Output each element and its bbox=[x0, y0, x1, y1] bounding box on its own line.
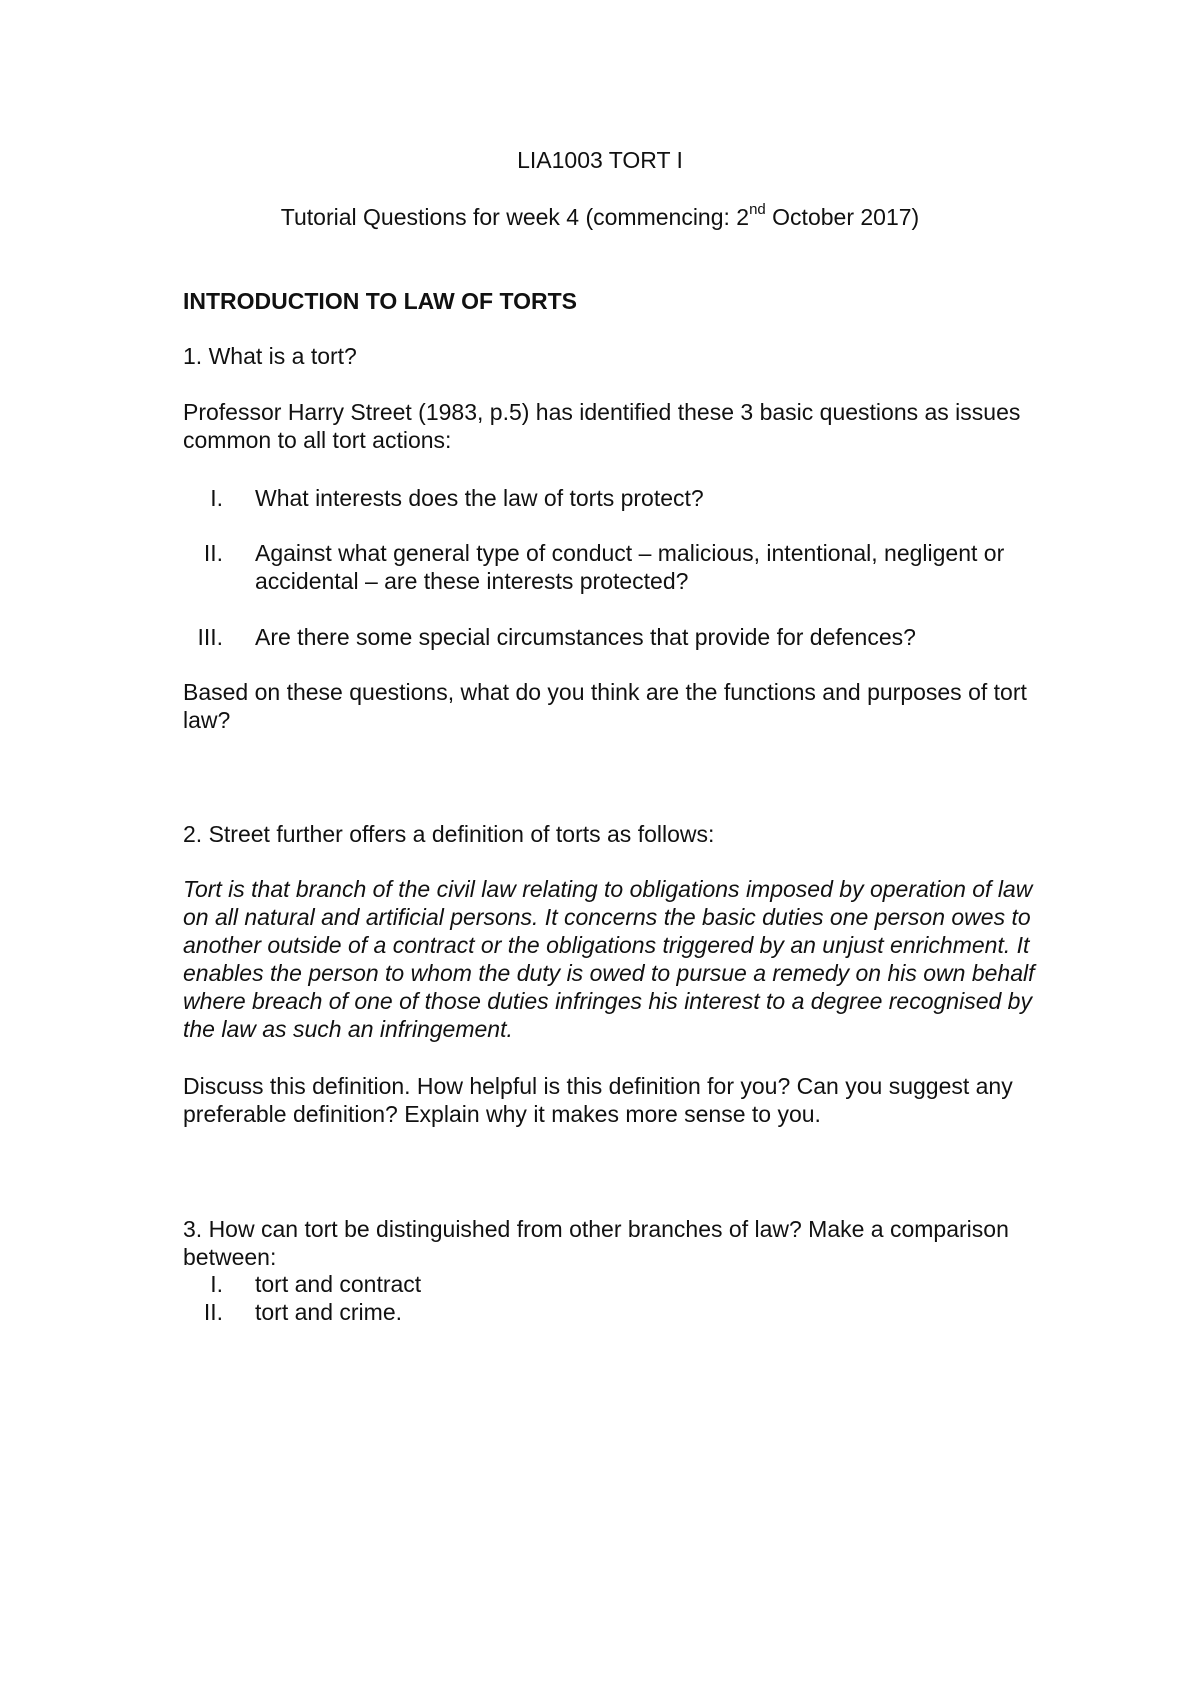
definition-quote: Tort is that branch of the civil law relating to obligations imposed by operation of law on all natural and artificial persons. It concerns the basic duties one person owes to another outside of a contract or the obligations triggered by an unjust enrichment. It enables the person to whom the duty is owed to pursue a remedy on his own behalf where breach of one of those duties infringes his interest to a degree recognised by the law as such an infringement. bbox=[183, 876, 1035, 1042]
list-item-text: Are there some special circumstances that provide for defences? bbox=[255, 624, 916, 650]
list-item-number: I. bbox=[210, 1271, 223, 1297]
list-item-text: tort and crime. bbox=[255, 1299, 402, 1325]
question-1-prompt: 1. What is a tort? bbox=[183, 343, 357, 369]
list-item-text: What interests does the law of torts protect? bbox=[255, 485, 704, 511]
list-item-text: Against what general type of conduct – malicious, intentional, negligent or accidental – are these interests protected? bbox=[255, 540, 1005, 594]
question-2-prompt: 2. Street further offers a definition of torts as follows: bbox=[183, 821, 715, 847]
list-item-number: III. bbox=[197, 624, 223, 650]
document-title: LIA1003 TORT I bbox=[517, 147, 683, 173]
subtitle-ordinal-suffix: nd bbox=[749, 201, 766, 219]
section-heading: INTRODUCTION TO LAW OF TORTS bbox=[183, 288, 577, 314]
list-item-number: II. bbox=[203, 540, 223, 566]
list-item-number: I. bbox=[210, 485, 223, 511]
question-2-followup: Discuss this definition. How helpful is this definition for you? Can you suggest any preferable definition? Explain why it makes more sense to you. bbox=[183, 1073, 1013, 1127]
question-1-intro: Professor Harry Street (1983, p.5) has identified these 3 basic questions as issues common to all tort actions: bbox=[183, 399, 1021, 453]
list-item-number: II. bbox=[203, 1299, 223, 1325]
subtitle-text-end: October 2017) bbox=[765, 204, 920, 230]
subtitle-text: Tutorial Questions for week 4 (commencing: 2 bbox=[280, 204, 750, 230]
list-item-text: tort and contract bbox=[255, 1271, 422, 1297]
question-1-followup: Based on these questions, what do you think are the functions and purposes of tort law? bbox=[183, 679, 1027, 733]
question-3-prompt: 3. How can tort be distinguished from other branches of law? Make a comparison between: bbox=[183, 1216, 1009, 1270]
document-subtitle bbox=[0, 203, 1200, 231]
